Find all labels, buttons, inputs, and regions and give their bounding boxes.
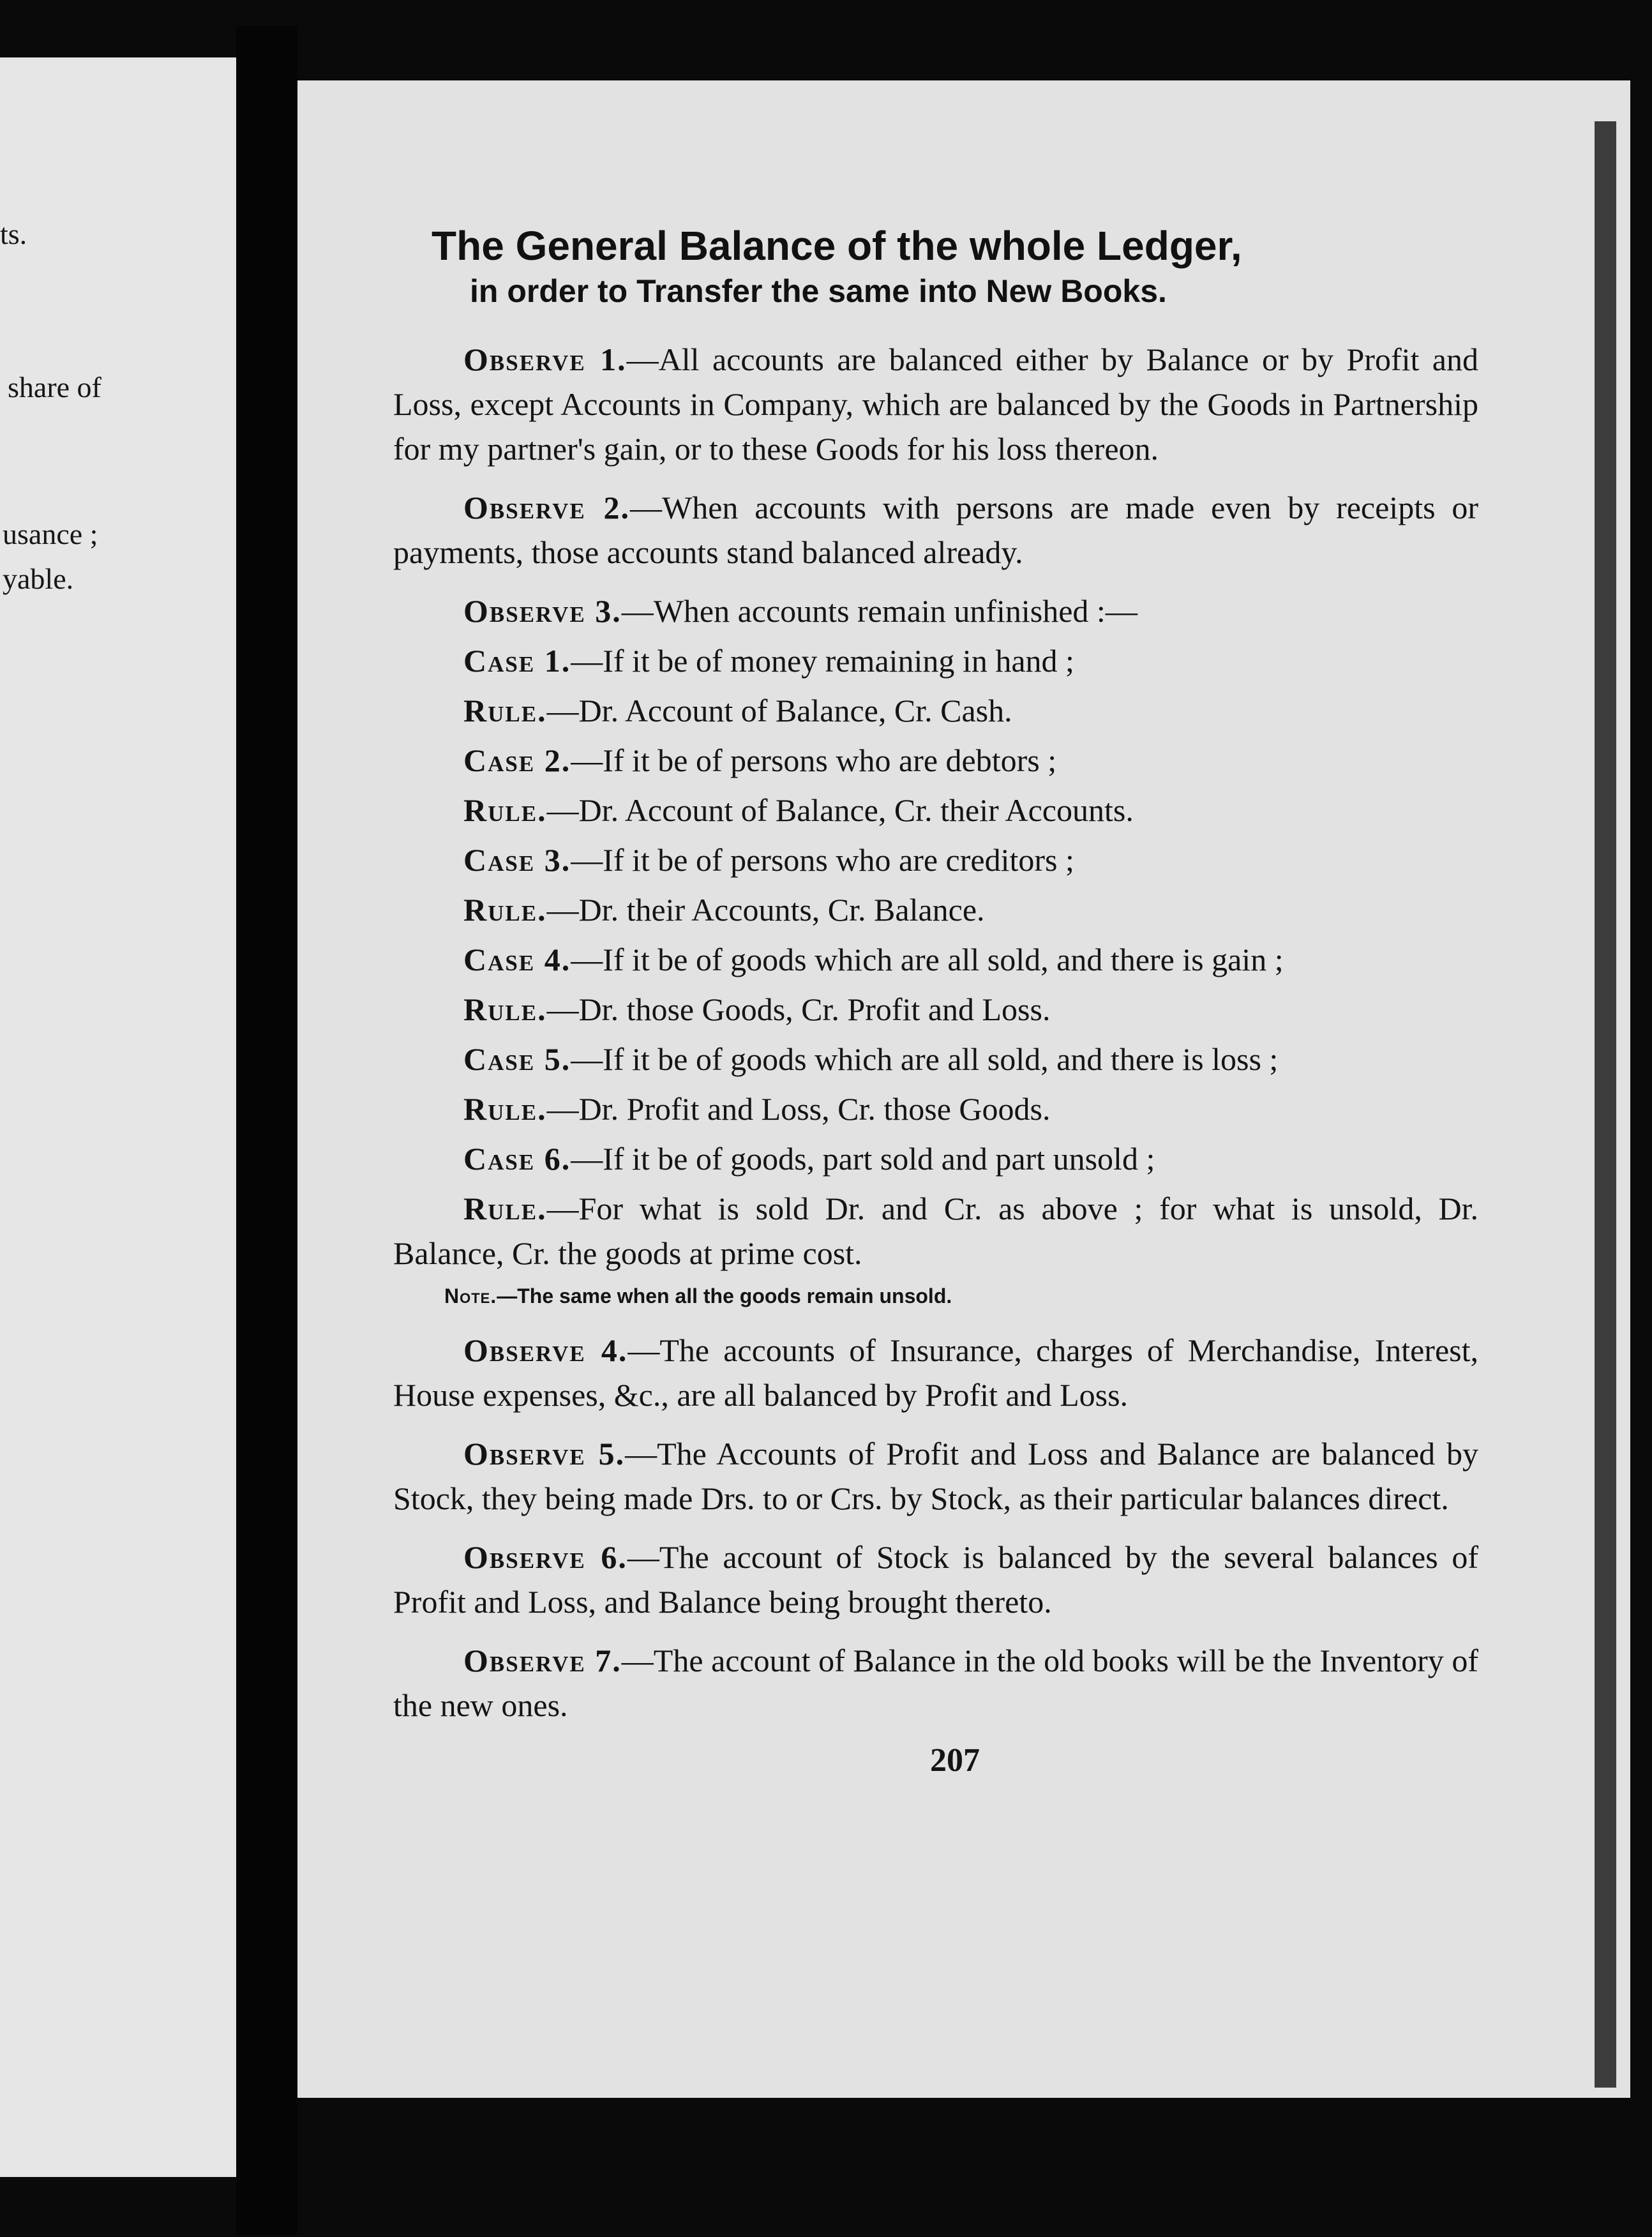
observe-1 (393, 337, 1478, 471)
observe-6-text: —The account of Stock is balanced by the several balances of Profit and Loss, and Balance being brought thereto. (393, 1539, 1478, 1620)
rule-5-lead: Rule. (463, 1091, 547, 1127)
observe-2-lead: Observe 2. (463, 490, 631, 525)
observe-7-text: —The account of Balance in the old books will be the Inventory of the new ones. (393, 1643, 1478, 1723)
rule-6 (393, 1186, 1478, 1276)
rule-1-lead: Rule. (463, 693, 547, 728)
observe-7 (393, 1638, 1478, 1728)
observe-5-lead: Observe 5. (463, 1436, 626, 1472)
observe-1-text: —All accounts are balanced either by Balance or by Profit and Loss, except Accounts in Company, which are balanced by the Goods in Partnership for my partner's gain, or to these Goods for his loss thereon. (393, 342, 1478, 467)
observe-3 (393, 589, 1478, 633)
rule-3 (393, 887, 1478, 932)
rule-2-text: —Dr. Account of Balance, Cr. their Accounts. (546, 792, 1134, 828)
observe-5-text: —The Accounts of Profit and Loss and Balance are balanced by Stock, they being made Drs. to or Crs. by Stock, as their particular balances direct. (393, 1436, 1478, 1516)
case-4-lead: Case 4. (463, 942, 571, 977)
page-title: The General Balance of the whole Ledger, (432, 223, 1242, 269)
observe-4-lead: Observe 4. (463, 1332, 628, 1368)
rule-4 (393, 987, 1478, 1032)
case-3 (393, 838, 1478, 882)
rule-6-text: —For what is sold Dr. and Cr. as above ; for what is unsold, Dr. Balance, Cr. the goods at prime cost. (393, 1191, 1478, 1271)
page-subtitle: in order to Transfer the same into New Books. (470, 273, 1167, 309)
case-2-text: —If it be of persons who are debtors ; (571, 742, 1057, 778)
case-3-lead: Case 3. (463, 842, 571, 878)
page-content (393, 221, 1478, 1779)
observe-1-lead: Observe 1. (463, 342, 627, 377)
observe-7-lead: Observe 7. (463, 1643, 622, 1678)
observe-2 (393, 485, 1478, 575)
case-6-text: —If it be of goods, part sold and part unsold ; (571, 1141, 1155, 1177)
observe-6 (393, 1535, 1478, 1624)
left-fragment-2: share of (8, 371, 101, 403)
note-lead: Note. (444, 1284, 497, 1307)
rule-5 (393, 1087, 1478, 1131)
rule-4-lead: Rule. (463, 991, 547, 1027)
case-5-lead: Case 5. (463, 1041, 571, 1077)
case-6-lead: Case 6. (463, 1141, 571, 1177)
page-edge (1595, 121, 1616, 2088)
rule-6-lead: Rule. (463, 1191, 547, 1226)
case-4 (393, 937, 1478, 982)
rule-5-text: —Dr. Profit and Loss, Cr. those Goods. (546, 1091, 1051, 1127)
left-page (0, 57, 236, 2177)
case-3-text: —If it be of persons who are creditors ; (571, 842, 1074, 878)
left-fragment-1: ts. (0, 218, 27, 250)
case-2-lead: Case 2. (463, 742, 571, 778)
observe-5 (393, 1431, 1478, 1521)
case-4-text: —If it be of goods which are all sold, and there is gain ; (571, 942, 1284, 977)
rule-2 (393, 788, 1478, 832)
page-number: 207 (930, 1742, 980, 1779)
note (393, 1281, 1478, 1311)
observe-2-text: —When accounts with persons are made even by receipts or payments, those accounts stand balanced already. (393, 490, 1478, 570)
rule-1 (393, 688, 1478, 733)
case-1 (393, 638, 1478, 683)
observe-4-text: —The accounts of Insurance, charges of Merchandise, Interest, House expenses, &c., are all balanced by Profit and Loss. (393, 1332, 1478, 1413)
case-2 (393, 738, 1478, 783)
rule-1-text: —Dr. Account of Balance, Cr. Cash. (546, 693, 1012, 728)
observe-3-text: —When accounts remain unfinished :— (621, 593, 1138, 629)
observe-3-lead: Observe 3. (463, 593, 622, 629)
rule-3-text: —Dr. their Accounts, Cr. Balance. (546, 892, 985, 928)
rule-2-lead: Rule. (463, 792, 547, 828)
left-fragment-4: yable. (3, 562, 74, 595)
rule-4-text: —Dr. those Goods, Cr. Profit and Loss. (546, 991, 1051, 1027)
observe-6-lead: Observe 6. (463, 1539, 627, 1575)
case-1-text: —If it be of money remaining in hand ; (571, 643, 1074, 679)
right-page (297, 80, 1630, 2098)
book-gutter (236, 26, 297, 2234)
left-fragment-3: usance ; (3, 518, 98, 550)
case-5 (393, 1037, 1478, 1081)
case-6 (393, 1136, 1478, 1181)
note-text: —The same when all the goods remain unsold. (497, 1284, 952, 1307)
case-5-text: —If it be of goods which are all sold, and there is loss ; (571, 1041, 1279, 1077)
observe-4 (393, 1328, 1478, 1417)
rule-3-lead: Rule. (463, 892, 547, 928)
case-1-lead: Case 1. (463, 643, 571, 679)
